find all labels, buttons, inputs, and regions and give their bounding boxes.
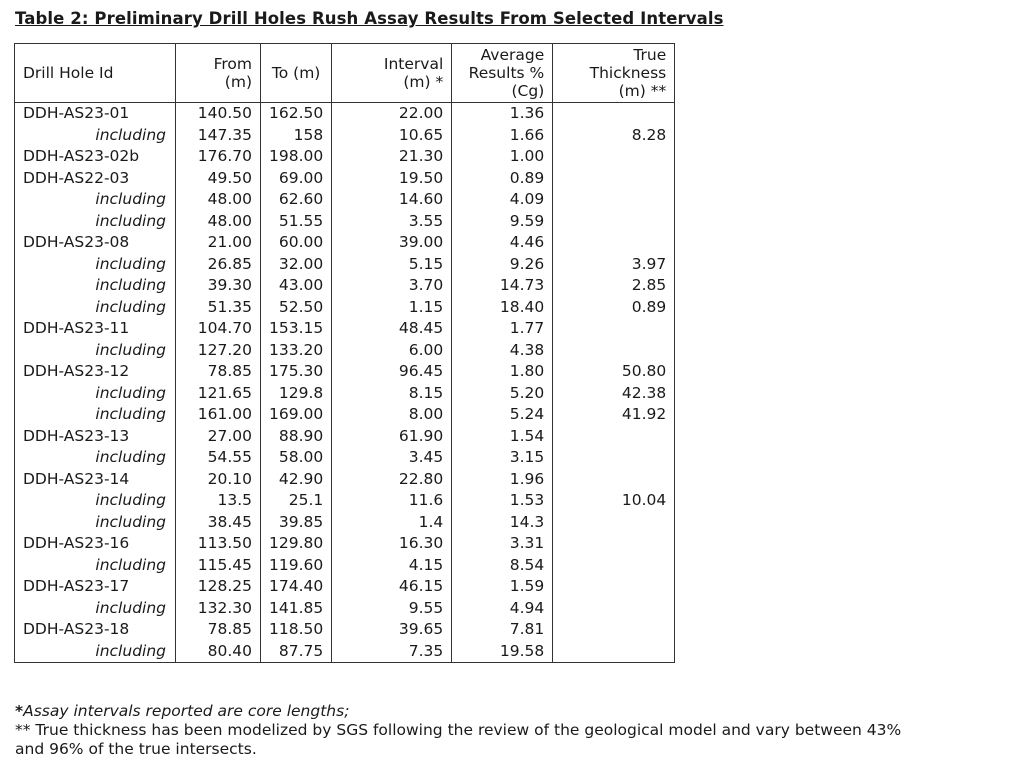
cell-interval: 8.00 xyxy=(332,404,452,426)
header-from-label: From (m) xyxy=(213,55,252,91)
cell-from: 80.40 xyxy=(176,641,261,663)
cell-from: 147.35 xyxy=(176,125,261,147)
cell-true-thickness xyxy=(553,641,675,663)
table-row-drill-hole xyxy=(15,361,675,383)
cell-average: 1.53 xyxy=(452,490,553,512)
cell-from: 39.30 xyxy=(176,275,261,297)
cell-from: 121.65 xyxy=(176,383,261,405)
table-row-drill-hole xyxy=(15,168,675,190)
cell-true-thickness xyxy=(553,232,675,254)
cell-average: 1.00 xyxy=(452,146,553,168)
cell-average: 9.59 xyxy=(452,211,553,233)
cell-true-thickness xyxy=(553,533,675,555)
table-row-including xyxy=(15,125,675,147)
cell-interval: 39.00 xyxy=(332,232,452,254)
cell-from: 127.20 xyxy=(176,340,261,362)
cell-to: 52.50 xyxy=(261,297,332,319)
cell-to: 169.00 xyxy=(261,404,332,426)
cell-drill-hole-id: DDH-AS22-03 xyxy=(15,168,176,190)
cell-true-thickness xyxy=(553,555,675,577)
cell-from: 38.45 xyxy=(176,512,261,534)
cell-from: 132.30 xyxy=(176,598,261,620)
cell-average: 5.20 xyxy=(452,383,553,405)
cell-true-thickness xyxy=(553,469,675,491)
table-row-drill-hole xyxy=(15,533,675,555)
cell-from: 140.50 xyxy=(176,103,261,125)
table-title: Table 2: Preliminary Drill Holes Rush Assay Results From Selected Intervals xyxy=(15,9,724,28)
cell-drill-hole-id: DDH-AS23-01 xyxy=(15,103,176,125)
cell-drill-hole-id: DDH-AS23-18 xyxy=(15,619,176,641)
cell-to: 153.15 xyxy=(261,318,332,340)
cell-average: 8.54 xyxy=(452,555,553,577)
header-drill-hole-id: Drill Hole Id xyxy=(15,44,176,103)
header-average xyxy=(452,44,553,103)
cell-to: 58.00 xyxy=(261,447,332,469)
cell-true-thickness xyxy=(553,168,675,190)
cell-drill-hole-id: including xyxy=(15,254,176,276)
table-row-drill-hole xyxy=(15,426,675,448)
table-row-drill-hole xyxy=(15,103,675,125)
cell-from: 48.00 xyxy=(176,211,261,233)
cell-drill-hole-id: including xyxy=(15,404,176,426)
footnote-assay-intervals-text: Assay intervals reported are core lengths; xyxy=(23,702,350,720)
table-header xyxy=(15,44,675,103)
table-row-including xyxy=(15,447,675,469)
cell-to: 88.90 xyxy=(261,426,332,448)
cell-true-thickness: 42.38 xyxy=(553,383,675,405)
cell-drill-hole-id: DDH-AS23-08 xyxy=(15,232,176,254)
cell-to: 25.1 xyxy=(261,490,332,512)
cell-interval: 1.4 xyxy=(332,512,452,534)
cell-average: 1.96 xyxy=(452,469,553,491)
table-row-including xyxy=(15,641,675,663)
cell-interval: 11.6 xyxy=(332,490,452,512)
cell-interval: 6.00 xyxy=(332,340,452,362)
footnote-assay-intervals xyxy=(15,702,935,721)
cell-drill-hole-id: DDH-AS23-13 xyxy=(15,426,176,448)
table-row-drill-hole xyxy=(15,619,675,641)
cell-true-thickness: 0.89 xyxy=(553,297,675,319)
cell-true-thickness xyxy=(553,189,675,211)
cell-true-thickness: 2.85 xyxy=(553,275,675,297)
cell-to: 133.20 xyxy=(261,340,332,362)
table-row-including xyxy=(15,189,675,211)
cell-drill-hole-id: including xyxy=(15,598,176,620)
cell-drill-hole-id: including xyxy=(15,641,176,663)
assay-results-table xyxy=(14,43,675,663)
table-row-including xyxy=(15,297,675,319)
cell-from: 78.85 xyxy=(176,361,261,383)
cell-interval: 21.30 xyxy=(332,146,452,168)
cell-drill-hole-id: including xyxy=(15,490,176,512)
cell-interval: 96.45 xyxy=(332,361,452,383)
cell-average: 4.09 xyxy=(452,189,553,211)
cell-to: 39.85 xyxy=(261,512,332,534)
cell-drill-hole-id: DDH-AS23-14 xyxy=(15,469,176,491)
table-row-drill-hole xyxy=(15,146,675,168)
table-row-including xyxy=(15,555,675,577)
cell-interval: 8.15 xyxy=(332,383,452,405)
cell-to: 60.00 xyxy=(261,232,332,254)
footnote-true-thickness: ** True thickness has been modelized by SGS following the review of the geological model and vary between 43% and 96% of the true intersects. xyxy=(15,721,902,758)
cell-from: 48.00 xyxy=(176,189,261,211)
cell-to: 119.60 xyxy=(261,555,332,577)
cell-interval: 1.15 xyxy=(332,297,452,319)
cell-true-thickness: 10.04 xyxy=(553,490,675,512)
cell-interval: 7.35 xyxy=(332,641,452,663)
cell-interval: 39.65 xyxy=(332,619,452,641)
cell-to: 175.30 xyxy=(261,361,332,383)
table-row-including xyxy=(15,211,675,233)
cell-true-thickness xyxy=(553,318,675,340)
table-body xyxy=(15,103,675,663)
footnotes xyxy=(15,702,935,759)
cell-average: 1.77 xyxy=(452,318,553,340)
header-from xyxy=(176,44,261,103)
cell-interval: 3.45 xyxy=(332,447,452,469)
cell-true-thickness: 41.92 xyxy=(553,404,675,426)
cell-interval: 5.15 xyxy=(332,254,452,276)
table-row-including xyxy=(15,275,675,297)
cell-average: 5.24 xyxy=(452,404,553,426)
cell-to: 42.90 xyxy=(261,469,332,491)
cell-from: 128.25 xyxy=(176,576,261,598)
cell-to: 129.8 xyxy=(261,383,332,405)
cell-from: 26.85 xyxy=(176,254,261,276)
cell-to: 69.00 xyxy=(261,168,332,190)
cell-from: 115.45 xyxy=(176,555,261,577)
cell-interval: 22.00 xyxy=(332,103,452,125)
cell-from: 51.35 xyxy=(176,297,261,319)
cell-from: 54.55 xyxy=(176,447,261,469)
cell-to: 32.00 xyxy=(261,254,332,276)
cell-true-thickness xyxy=(553,619,675,641)
cell-average: 19.58 xyxy=(452,641,553,663)
cell-to: 62.60 xyxy=(261,189,332,211)
cell-interval: 3.55 xyxy=(332,211,452,233)
cell-average: 4.94 xyxy=(452,598,553,620)
cell-drill-hole-id: DDH-AS23-16 xyxy=(15,533,176,555)
table-row-including xyxy=(15,512,675,534)
table-row-including xyxy=(15,598,675,620)
header-row xyxy=(15,44,675,103)
table-row-including xyxy=(15,340,675,362)
cell-average: 4.38 xyxy=(452,340,553,362)
cell-true-thickness: 3.97 xyxy=(553,254,675,276)
cell-to: 198.00 xyxy=(261,146,332,168)
cell-average: 18.40 xyxy=(452,297,553,319)
cell-to: 158 xyxy=(261,125,332,147)
cell-from: 21.00 xyxy=(176,232,261,254)
table-row-including xyxy=(15,383,675,405)
cell-to: 162.50 xyxy=(261,103,332,125)
cell-from: 27.00 xyxy=(176,426,261,448)
cell-average: 9.26 xyxy=(452,254,553,276)
cell-drill-hole-id: including xyxy=(15,125,176,147)
cell-average: 4.46 xyxy=(452,232,553,254)
cell-drill-hole-id: DDH-AS23-12 xyxy=(15,361,176,383)
cell-true-thickness: 50.80 xyxy=(553,361,675,383)
cell-average: 1.59 xyxy=(452,576,553,598)
cell-from: 20.10 xyxy=(176,469,261,491)
cell-average: 14.3 xyxy=(452,512,553,534)
cell-interval: 10.65 xyxy=(332,125,452,147)
cell-average: 1.36 xyxy=(452,103,553,125)
cell-drill-hole-id: including xyxy=(15,189,176,211)
table-row-including xyxy=(15,254,675,276)
cell-interval: 16.30 xyxy=(332,533,452,555)
cell-drill-hole-id: including xyxy=(15,297,176,319)
cell-to: 43.00 xyxy=(261,275,332,297)
footnote-star: * xyxy=(15,702,24,720)
cell-true-thickness xyxy=(553,146,675,168)
cell-drill-hole-id: including xyxy=(15,555,176,577)
header-true-thickness-label: True Thickness (m) ** xyxy=(589,46,667,100)
cell-drill-hole-id: DDH-AS23-11 xyxy=(15,318,176,340)
cell-interval: 19.50 xyxy=(332,168,452,190)
cell-true-thickness xyxy=(553,512,675,534)
cell-drill-hole-id: including xyxy=(15,512,176,534)
cell-interval: 9.55 xyxy=(332,598,452,620)
cell-true-thickness xyxy=(553,426,675,448)
cell-drill-hole-id: including xyxy=(15,275,176,297)
cell-true-thickness xyxy=(553,447,675,469)
cell-average: 1.80 xyxy=(452,361,553,383)
cell-interval: 14.60 xyxy=(332,189,452,211)
cell-drill-hole-id: DDH-AS23-17 xyxy=(15,576,176,598)
cell-interval: 61.90 xyxy=(332,426,452,448)
cell-to: 141.85 xyxy=(261,598,332,620)
cell-average: 0.89 xyxy=(452,168,553,190)
cell-to: 129.80 xyxy=(261,533,332,555)
cell-interval: 22.80 xyxy=(332,469,452,491)
cell-from: 113.50 xyxy=(176,533,261,555)
cell-average: 7.81 xyxy=(452,619,553,641)
cell-true-thickness xyxy=(553,598,675,620)
cell-average: 3.15 xyxy=(452,447,553,469)
cell-true-thickness xyxy=(553,211,675,233)
table-row-drill-hole xyxy=(15,232,675,254)
cell-drill-hole-id: including xyxy=(15,211,176,233)
cell-average: 14.73 xyxy=(452,275,553,297)
cell-drill-hole-id: DDH-AS23-02b xyxy=(15,146,176,168)
table-row-drill-hole xyxy=(15,576,675,598)
cell-true-thickness xyxy=(553,340,675,362)
header-interval-label: Interval (m) * xyxy=(383,55,444,91)
cell-from: 176.70 xyxy=(176,146,261,168)
cell-from: 78.85 xyxy=(176,619,261,641)
cell-interval: 48.45 xyxy=(332,318,452,340)
cell-average: 3.31 xyxy=(452,533,553,555)
cell-interval: 4.15 xyxy=(332,555,452,577)
cell-from: 49.50 xyxy=(176,168,261,190)
cell-true-thickness: 8.28 xyxy=(553,125,675,147)
table-row-including xyxy=(15,490,675,512)
cell-true-thickness xyxy=(553,576,675,598)
header-average-label: Average Results % (Cg) xyxy=(468,46,545,100)
cell-average: 1.66 xyxy=(452,125,553,147)
cell-average: 1.54 xyxy=(452,426,553,448)
cell-to: 87.75 xyxy=(261,641,332,663)
cell-interval: 46.15 xyxy=(332,576,452,598)
cell-to: 174.40 xyxy=(261,576,332,598)
cell-to: 51.55 xyxy=(261,211,332,233)
header-true-thickness xyxy=(553,44,675,103)
cell-drill-hole-id: including xyxy=(15,447,176,469)
cell-drill-hole-id: including xyxy=(15,340,176,362)
cell-true-thickness xyxy=(553,103,675,125)
cell-from: 13.5 xyxy=(176,490,261,512)
table-row-drill-hole xyxy=(15,318,675,340)
table-row-including xyxy=(15,404,675,426)
cell-drill-hole-id: including xyxy=(15,383,176,405)
cell-to: 118.50 xyxy=(261,619,332,641)
cell-from: 161.00 xyxy=(176,404,261,426)
cell-from: 104.70 xyxy=(176,318,261,340)
cell-interval: 3.70 xyxy=(332,275,452,297)
header-interval xyxy=(332,44,452,103)
table-row-drill-hole xyxy=(15,469,675,491)
header-to: To (m) xyxy=(261,44,332,103)
